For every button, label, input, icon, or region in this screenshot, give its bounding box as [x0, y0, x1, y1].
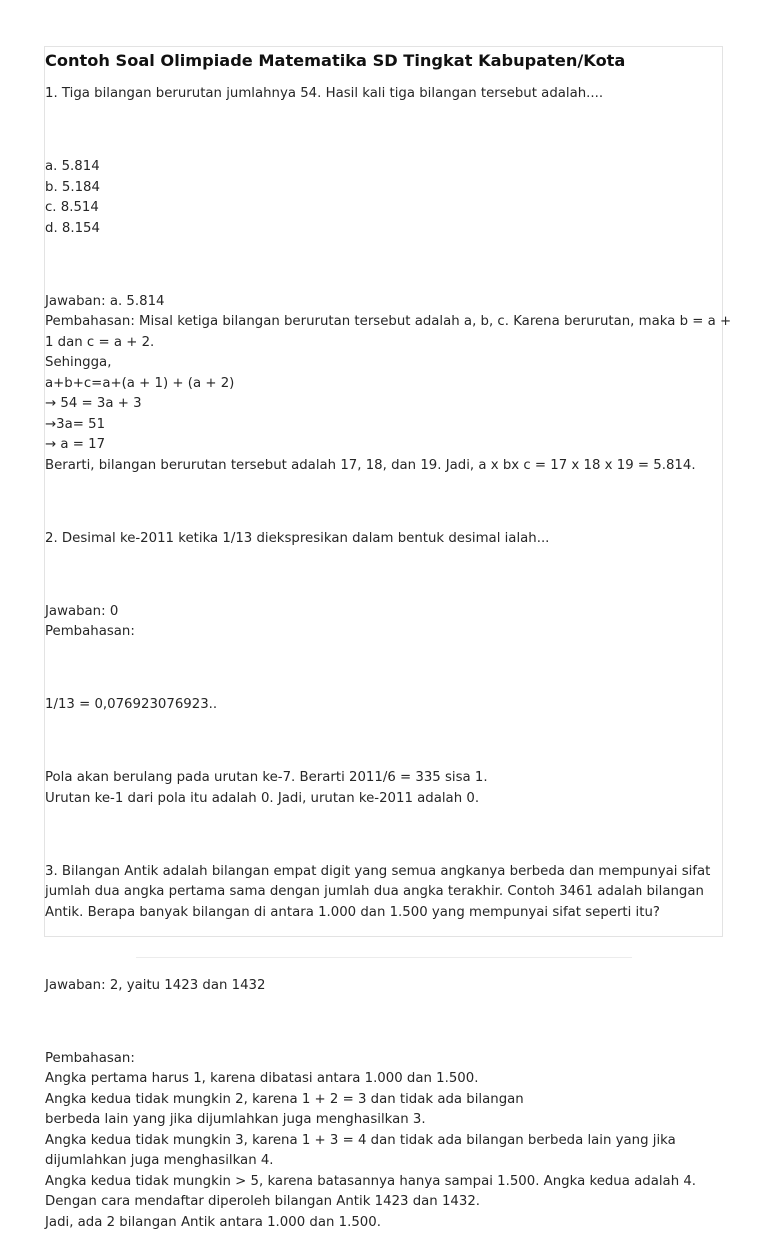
text-line: d. 8.154	[45, 219, 721, 240]
blank-line	[45, 121, 721, 142]
blank-line	[45, 659, 721, 680]
text-line: Pembahasan: Misal ketiga bilangan berurutan tersebut adalah a, b, c. Karena berurutan, maka b = a +	[45, 312, 721, 333]
text-line: berbeda lain yang jika dijumlahkan juga menghasilkan 3.	[45, 1110, 721, 1131]
text-line: Pembahasan:	[45, 622, 721, 643]
text-line: 2. Desimal ke-2011 ketika 1/13 diekspresikan dalam bentuk desimal ialah...	[45, 529, 721, 550]
text-line: Angka kedua tidak mungkin 2, karena 1 + 2 = 3 dan tidak ada bilangan	[45, 1090, 721, 1111]
document-content	[45, 49, 721, 1233]
text-line: Jawaban: 2, yaitu 1423 dan 1432	[45, 976, 721, 997]
blank-line	[45, 492, 721, 513]
text-line: Jadi, ada 2 bilangan Antik antara 1.000 dan 1.500.	[45, 1213, 721, 1233]
text-line: a. 5.814	[45, 157, 721, 178]
text-line: a+b+c=a+(a + 1) + (a + 2)	[45, 374, 721, 395]
text-line: Jawaban: a. 5.814	[45, 292, 721, 313]
blank-line	[45, 565, 721, 586]
document-body	[45, 84, 721, 1233]
text-line: 1 dan c = a + 2.	[45, 333, 721, 354]
text-line: 3. Bilangan Antik adalah bilangan empat digit yang semua angkanya berbeda dan mempunyai sifat	[45, 862, 721, 883]
text-line: c. 8.514	[45, 198, 721, 219]
text-line: 1. Tiga bilangan berurutan jumlahnya 54. Hasil kali tiga bilangan tersebut adalah....	[45, 84, 721, 105]
text-line: Antik. Berapa banyak bilangan di antara 1.000 dan 1.500 yang mempunyai sifat seperti itu?	[45, 903, 721, 924]
text-line: Pola akan berulang pada urutan ke-7. Berarti 2011/6 = 335 sisa 1.	[45, 768, 721, 789]
text-line: Sehingga,	[45, 353, 721, 374]
text-line: Urutan ke-1 dari pola itu adalah 0. Jadi, urutan ke-2011 adalah 0.	[45, 789, 721, 810]
text-line: jumlah dua angka pertama sama dengan jumlah dua angka terakhir. Contoh 3461 adalah bilangan	[45, 882, 721, 903]
blank-line	[45, 1012, 721, 1033]
text-line: Dengan cara mendaftar diperoleh bilangan Antik 1423 dan 1432.	[45, 1192, 721, 1213]
text-line: Angka kedua tidak mungkin > 5, karena batasannya hanya sampai 1.500. Angka kedua adalah 4.	[45, 1172, 721, 1193]
blank-line	[45, 255, 721, 276]
text-line: →3a= 51	[45, 415, 721, 436]
text-line: Angka kedua tidak mungkin 3, karena 1 + 3 = 4 dan tidak ada bilangan berbeda lain yang jika	[45, 1131, 721, 1152]
blank-line	[45, 825, 721, 846]
text-line: Angka pertama harus 1, karena dibatasi antara 1.000 dan 1.500.	[45, 1069, 721, 1090]
text-line: → 54 = 3a + 3	[45, 394, 721, 415]
text-line: dijumlahkan juga menghasilkan 4.	[45, 1151, 721, 1172]
text-line: → a = 17	[45, 435, 721, 456]
text-line: Pembahasan:	[45, 1049, 721, 1070]
blank-line	[45, 732, 721, 753]
document-title: Contoh Soal Olimpiade Matematika SD Tingkat Kabupaten/Kota	[45, 49, 721, 73]
text-line: b. 5.184	[45, 178, 721, 199]
text-line: Jawaban: 0	[45, 602, 721, 623]
text-line: 1/13 = 0,076923076923..	[45, 695, 721, 716]
footer-divider	[136, 957, 632, 958]
text-line: Berarti, bilangan berurutan tersebut adalah 17, 18, dan 19. Jadi, a x bx c = 17 x 18 x 19 = 5.814.	[45, 456, 721, 477]
